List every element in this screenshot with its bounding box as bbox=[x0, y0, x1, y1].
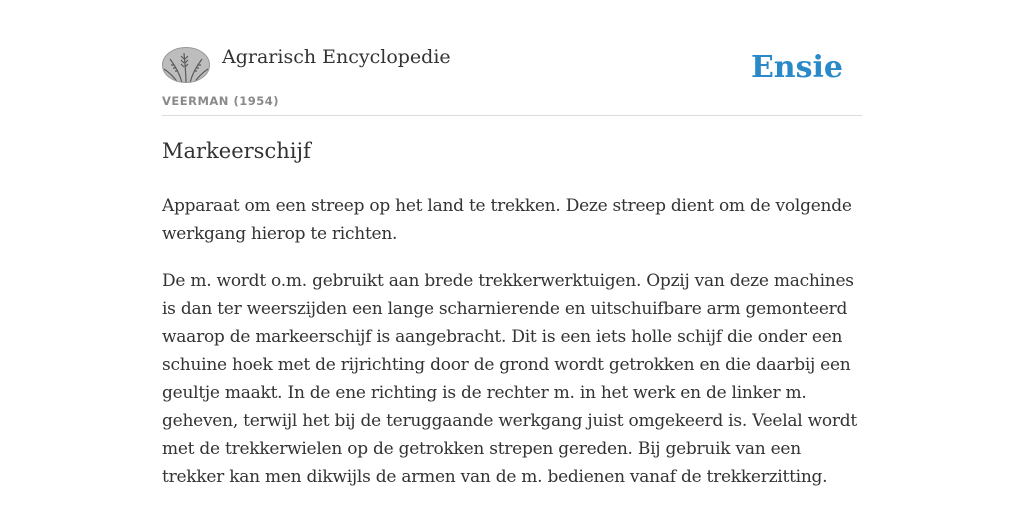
page-title: Markeerschijf bbox=[162, 139, 311, 163]
wheat-icon[interactable] bbox=[162, 47, 210, 83]
entry-content bbox=[162, 192, 862, 510]
header bbox=[162, 40, 862, 116]
entry-paragraph: De m. wordt o.m. gebruikt aan brede trekkerwerktuigen. Opzij van deze machines is dan ter weerszijden een lange scharnierende en uitschuifbare arm gemonteerd waarop de markeerschijf is aangebracht. Dit is een iets holle schijf die onder een schuine hoek met de rijrichting door de grond wordt getrokken en die daarbij een geultje maakt. In de ene richting is de rechter m. in het werk en de linker m. geheven, terwijl het bij de teruggaande werkgang juist omgekeerd is. Veelal wordt met de trekkerwielen op de getrokken strepen gereden. Bij gebruik van een trekker kan men dikwijls de armen van de m. bedienen vanaf de trekkerzitting. bbox=[162, 271, 858, 487]
entry-paragraph: Apparaat om een streep op het land te trekken. Deze streep dient om de volgende werkgang hierop te richten. bbox=[162, 196, 852, 244]
book-title[interactable]: Agrarisch Encyclopedie bbox=[222, 46, 451, 68]
author-label: VEERMAN (1954) bbox=[162, 94, 279, 108]
brand-logo-link[interactable]: Ensie bbox=[750, 50, 843, 85]
